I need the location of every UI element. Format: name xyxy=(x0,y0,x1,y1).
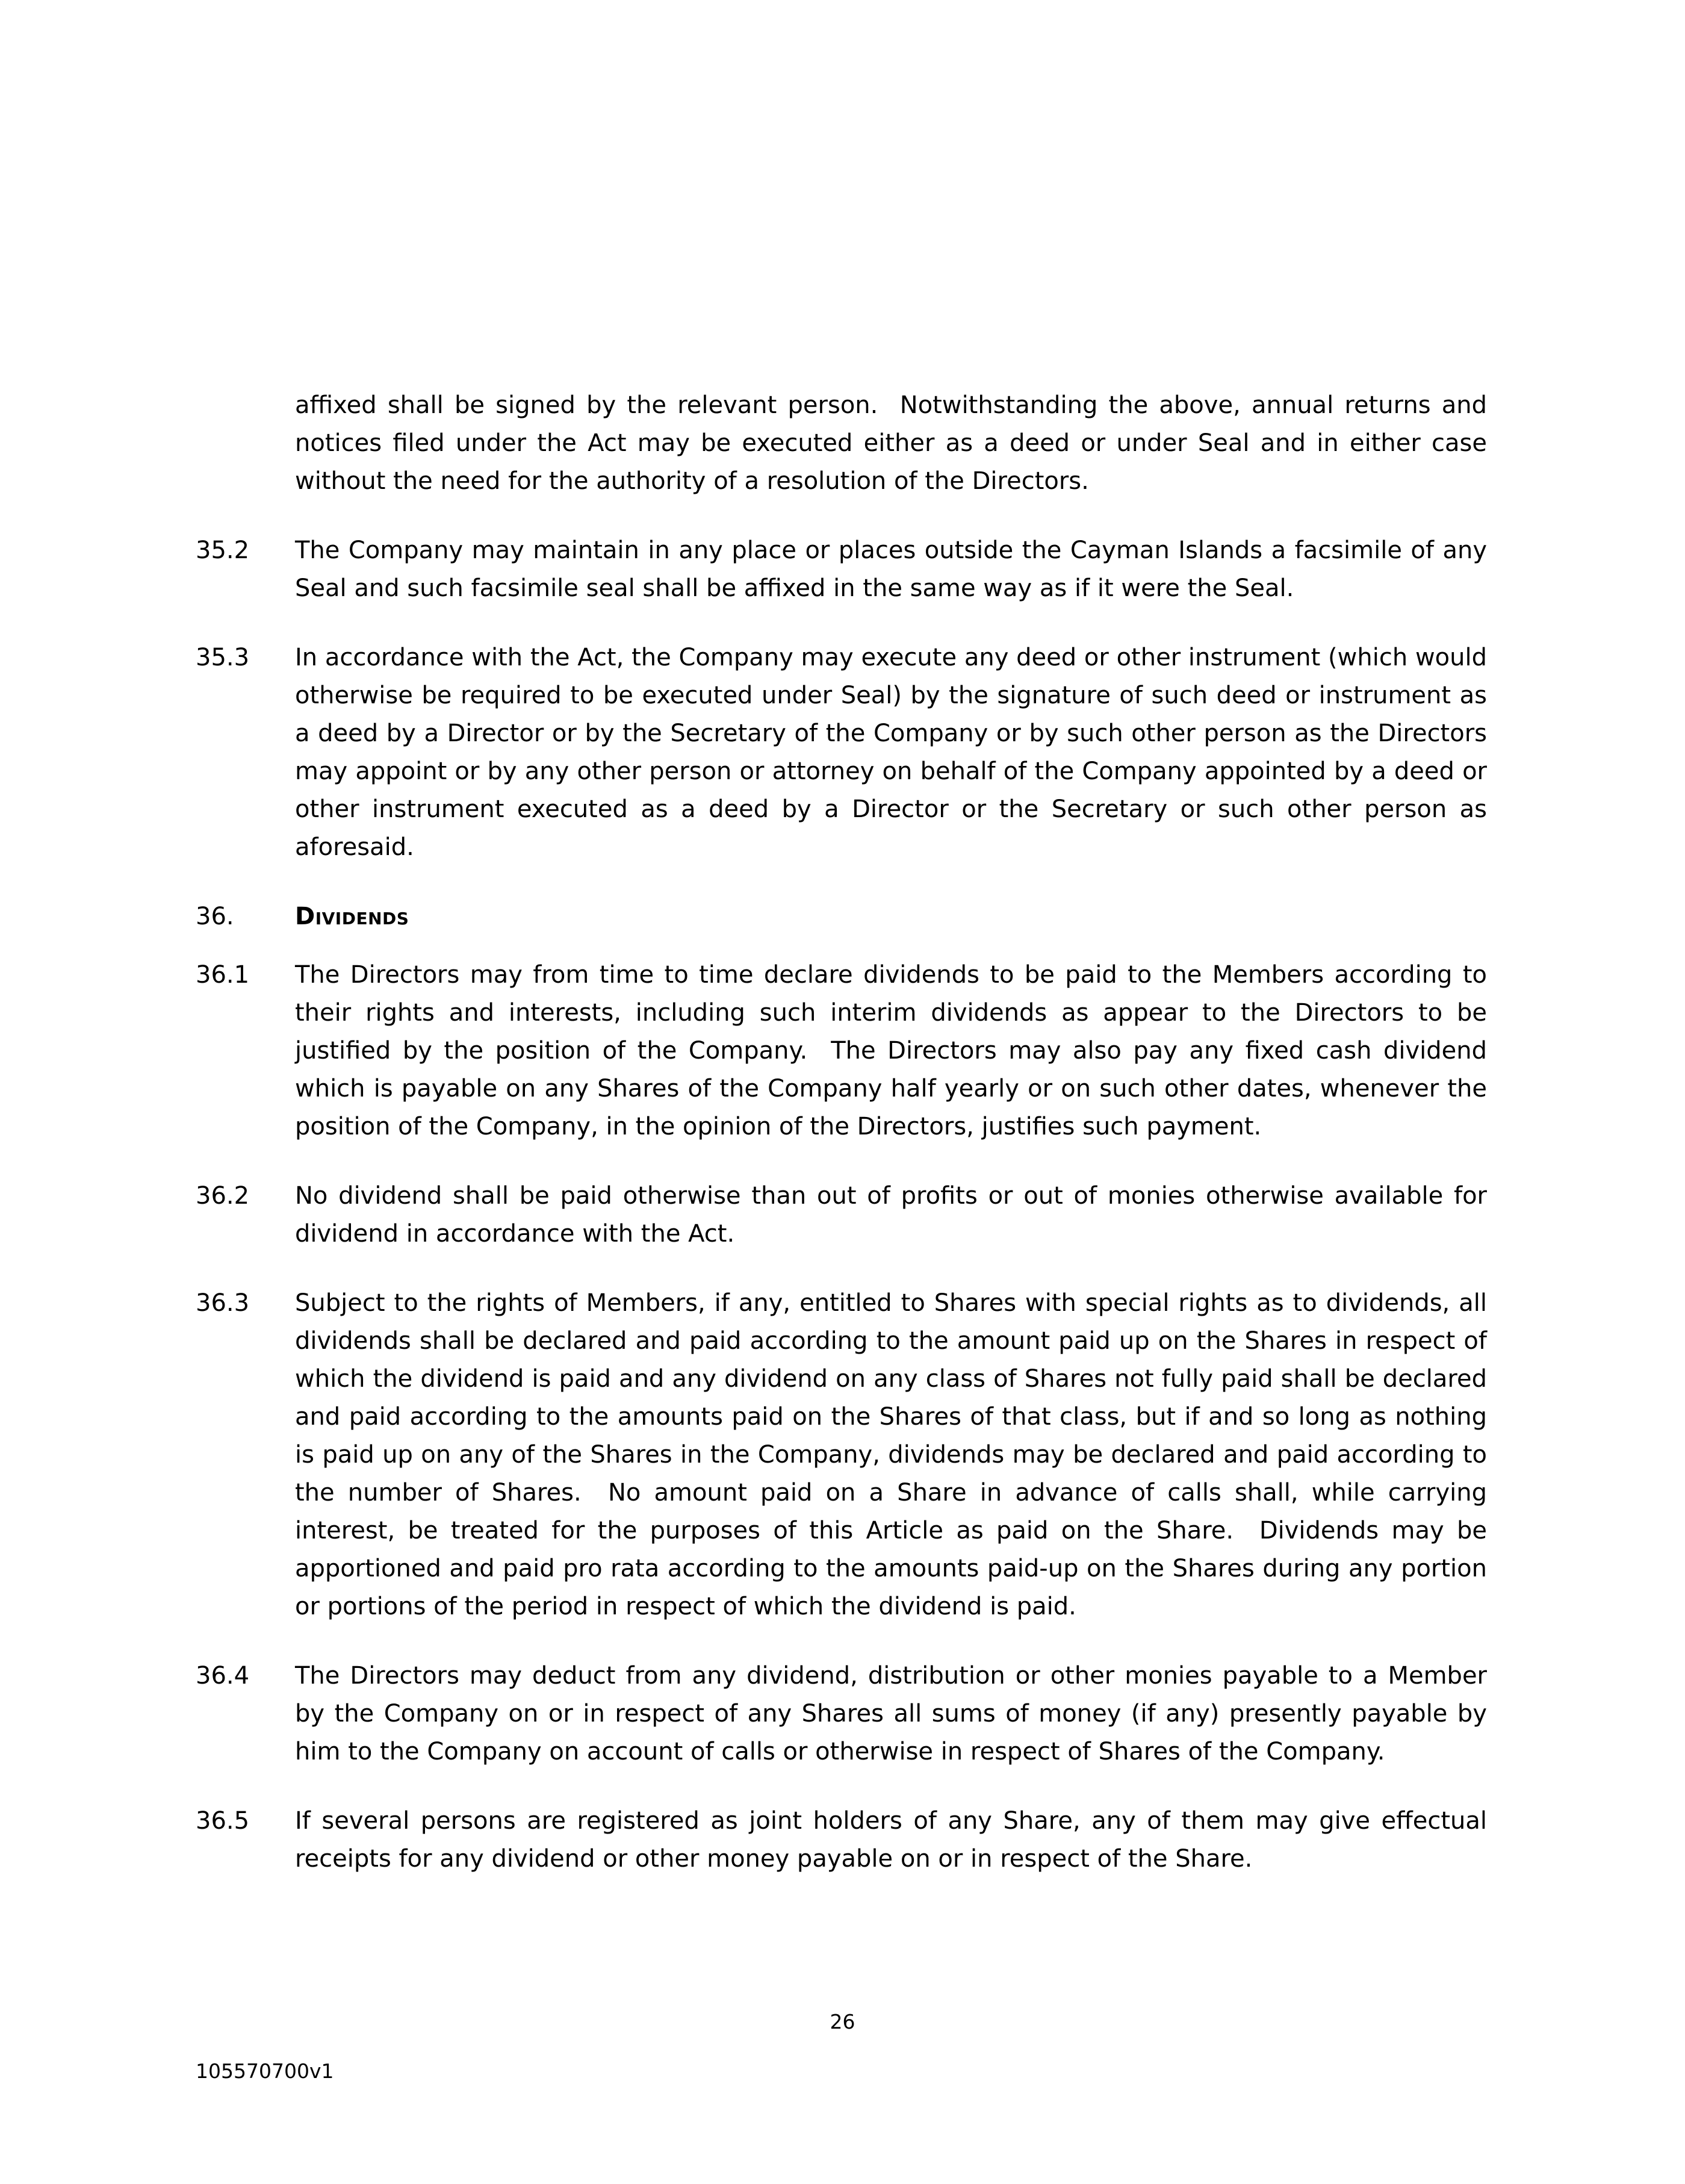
clause-text: The Directors may from time to time declare dividends to be paid to the Members according to their rights and interests, including such interim dividends as appear to the Directors to be justified by the position of the Company. The Directors may also pay any fixed cash dividend which is payable on any Shares of the Company half yearly or on such other dates, whenever the position of the Company, in the opinion of the Directors, justifies such payment. xyxy=(295,961,1487,1140)
clause-number: 36.2 xyxy=(196,1182,250,1210)
clause-text: In accordance with the Act, the Company may execute any deed or other instrument (which would otherwise be required to be executed under Seal) by the signature of such deed or instrument as a deed by a Director or by the Secretary of the Company or by such other person as the Directors may appoint or by any other person or attorney on behalf of the Company appointed by a deed or other instrument executed as a deed by a Director or the Secretary or such other person as aforesaid. xyxy=(295,644,1487,861)
clause-number xyxy=(196,387,295,500)
clause-number: 35.3 xyxy=(196,644,250,671)
clause-text: Subject to the rights of Members, if any, entitled to Shares with special rights as to dividends, all dividends shall be declared and paid according to the amount paid up on the Shares in respect of which the dividend is paid and any dividend on any class of Shares not fully paid shall be declared and paid according to the amounts paid on the Shares of that class, but if and so long as nothing is paid up on any of the Shares in the Company, dividends may be declared and paid according to the number of Shares. No amount paid on a Share in advance of calls shall, while carrying interest, be treated for the purposes of this Article as paid on the Share. Dividends may be apportioned and paid pro rata according to the amounts paid-up on the Shares during any portion or portions of the period in respect of which the dividend is paid. xyxy=(295,1289,1487,1620)
clause-35-3 xyxy=(196,639,1487,866)
clause-36-3 xyxy=(196,1284,1487,1626)
clause-number: 36.5 xyxy=(196,1807,250,1835)
clause-36-1 xyxy=(196,956,1487,1146)
clause-text: The Directors may deduct from any dividend, distribution or other monies payable to a Member by the Company on or in respect of any Shares all sums of money (if any) presently payable by him to the Company on account of calls or otherwise in respect of Shares of the Company. xyxy=(295,1662,1487,1766)
document-id-footer: 105570700v1 xyxy=(196,2059,334,2083)
clause-text: affixed shall be signed by the relevant person. Notwithstanding the above, annual returns and notices filed under the Act may be executed either as a deed or under Seal and in either case without the need for the authority of a resolution of the Directors. xyxy=(295,391,1487,495)
clause-number: 36.3 xyxy=(196,1289,250,1317)
clause-35-2 xyxy=(196,532,1487,608)
clause-36-2 xyxy=(196,1177,1487,1253)
clause-number: 35.2 xyxy=(196,537,250,564)
page-number: 26 xyxy=(830,2010,855,2033)
section-heading-dividends xyxy=(196,898,1487,936)
clause-number: 36.1 xyxy=(196,961,250,989)
clause-text: No dividend shall be paid otherwise than out of profits or out of monies otherwise available for dividend in accordance with the Act. xyxy=(295,1182,1487,1248)
clause-number: 36.4 xyxy=(196,1662,250,1690)
clause-continuation xyxy=(196,387,1487,500)
section-number: 36. xyxy=(196,903,234,930)
clause-text: If several persons are registered as joint holders of any Share, any of them may give effectual receipts for any dividend or other money payable on or in respect of the Share. xyxy=(295,1807,1487,1873)
section-heading-text: Dividends xyxy=(295,903,409,930)
document-page xyxy=(196,387,1487,1909)
clause-36-4 xyxy=(196,1657,1487,1771)
clause-36-5 xyxy=(196,1802,1487,1878)
clause-text: The Company may maintain in any place or places outside the Cayman Islands a facsimile of any Seal and such facsimile seal shall be affixed in the same way as if it were the Seal. xyxy=(295,537,1487,602)
